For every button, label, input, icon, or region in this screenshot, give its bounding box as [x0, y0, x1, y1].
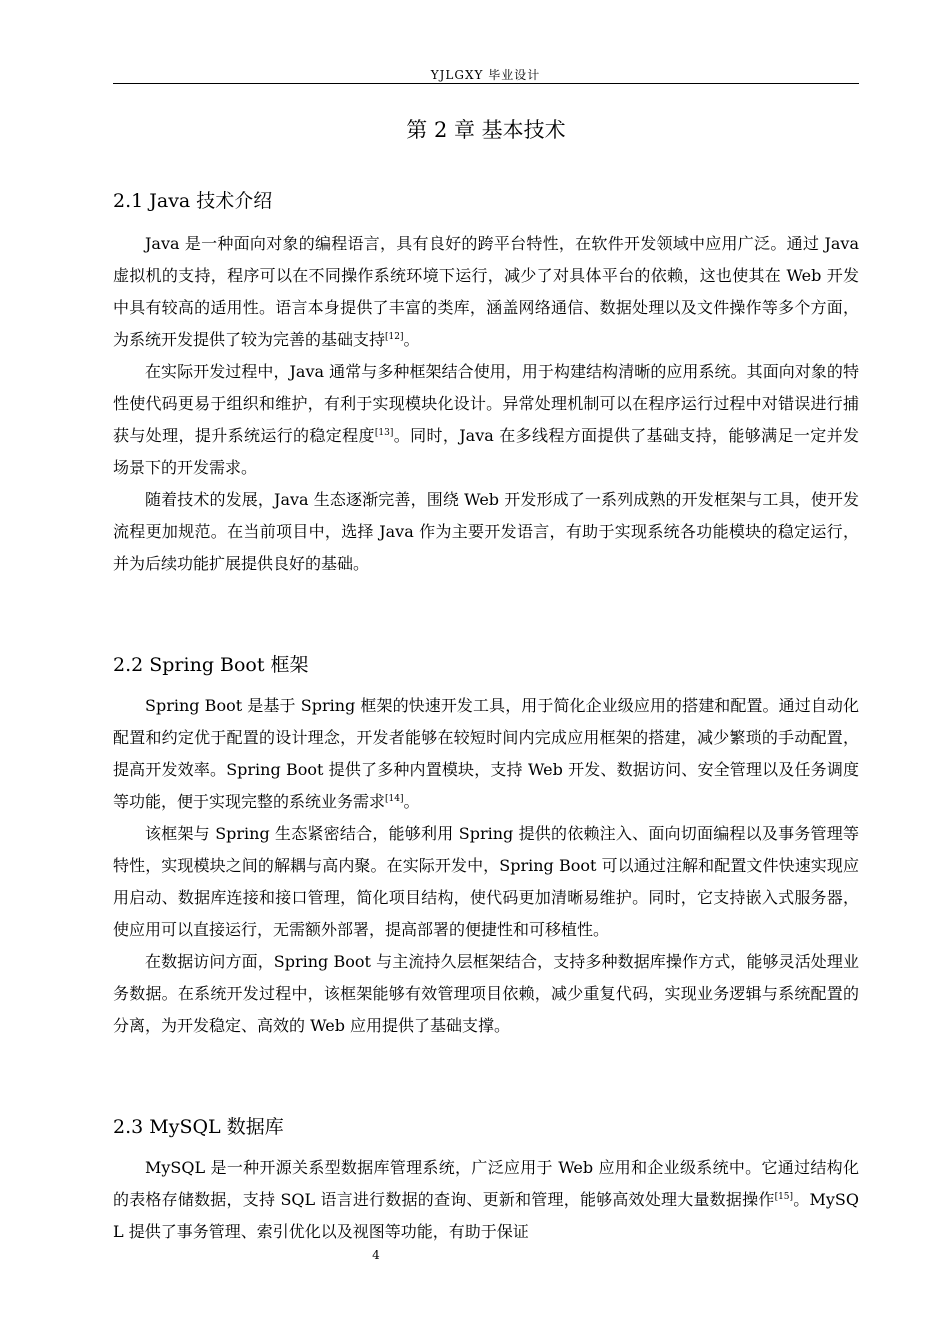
- page-number: 4: [372, 1248, 380, 1262]
- running-header: YJLGXY 毕业设计: [430, 68, 541, 82]
- section-java: [113, 186, 859, 580]
- paragraph-tail: 。同时，Java 在多线程方面提供了基础支持，能够满足一定并发场景下的开发需求。: [113, 426, 859, 477]
- paragraph-text: MySQL 是一种开源关系型数据库管理系统，广泛应用于 Web 应用和企业级系统中。它通过结构化的表格存储数据，支持 SQL 语言进行数据的查询、更新和管理，能够高效处理大量数据操作: [113, 1158, 859, 1209]
- paragraph-text: 该框架与 Spring 生态紧密结合，能够利用 Spring 提供的依赖注入、面向切面编程以及事务管理等特性，实现模块之间的解耦与高内聚。在实际开发中，Spring Boot 可以通过注解和配置文件快速实现应用启动、数据库连接和接口管理，简化项目结构，使代码更加清晰易维护。同时，它支持嵌入式服务器，使应用可以直接运行，无需额外部署，提高部署的便捷性和可移植性。: [113, 824, 859, 939]
- citation: [13]: [374, 428, 394, 438]
- paragraph-text: 随着技术的发展，Java 生态逐渐完善，围绕 Web 开发形成了一系列成熟的开发框架与工具，使开发流程更加规范。在当前项目中，选择 Java 作为主要开发语言，有助于实现系统各功能模块的稳定运行，并为后续功能扩展提供良好的基础。: [113, 490, 859, 573]
- paragraph-text: 在实际开发过程中，Java 通常与多种框架结合使用，用于构建结构清晰的应用系统。其面向对象的特性使代码更易于组织和维护，有利于实现模块化设计。异常处理机制可以在程序运行过程中对错误进行捕获与处理，提升系统运行的稳定程度: [113, 362, 859, 445]
- paragraph: [113, 356, 859, 484]
- citation: [12]: [385, 332, 404, 342]
- section-spring-boot: [113, 650, 859, 1042]
- paragraph-text: 在数据访问方面，Spring Boot 与主流持久层框架结合，支持多种数据库操作方式，能够灵活处理业务数据。在系统开发过程中，该框架能够有效管理项目依赖，减少重复代码，实现业务逻辑与系统配置的分离，为开发稳定、高效的 Web 应用提供了基础支撑。: [113, 952, 859, 1035]
- paragraph: [113, 818, 859, 946]
- paragraph: [113, 1152, 859, 1248]
- header-divider: [113, 83, 859, 84]
- paragraph: [113, 946, 859, 1042]
- paragraph-tail: 。MySQL 提供了事务管理、索引优化以及视图等功能，有助于保证: [113, 1190, 859, 1241]
- paragraph-tail: 。: [403, 330, 420, 349]
- section-mysql: [113, 1112, 859, 1248]
- paragraph-text: Java 是一种面向对象的编程语言，具有良好的跨平台特性，在软件开发领域中应用广泛。通过 Java 虚拟机的支持，程序可以在不同操作系统环境下运行，减少了对具体平台的依赖，这也使其在 Web 开发中具有较高的适用性。语言本身提供了丰富的类库，涵盖网络通信、数据处理以及文件操作等多个方面，为系统开发提供了较为完善的基础支持: [113, 234, 859, 349]
- section-heading: 2.3 MySQL 数据库: [113, 1116, 284, 1138]
- paragraph: [113, 228, 859, 356]
- section-heading: 2.1 Java 技术介绍: [113, 190, 273, 212]
- citation: [14]: [385, 794, 404, 804]
- paragraph: [113, 690, 859, 818]
- paragraph-text: Spring Boot 是基于 Spring 框架的快速开发工具，用于简化企业级应用的搭建和配置。通过自动化配置和约定优于配置的设计理念，开发者能够在较短时间内完成应用框架的搭建，减少繁琐的手动配置，提高开发效率。Spring Boot 提供了多种内置模块，支持 Web 开发、数据访问、安全管理以及任务调度等功能，便于实现完整的系统业务需求: [113, 696, 859, 811]
- paragraph-tail: 。: [403, 792, 420, 811]
- section-heading: 2.2 Spring Boot 框架: [113, 654, 309, 676]
- citation: [15]: [774, 1192, 794, 1202]
- paragraph: [113, 484, 859, 580]
- chapter-title: 第 2 章 基本技术: [406, 118, 566, 142]
